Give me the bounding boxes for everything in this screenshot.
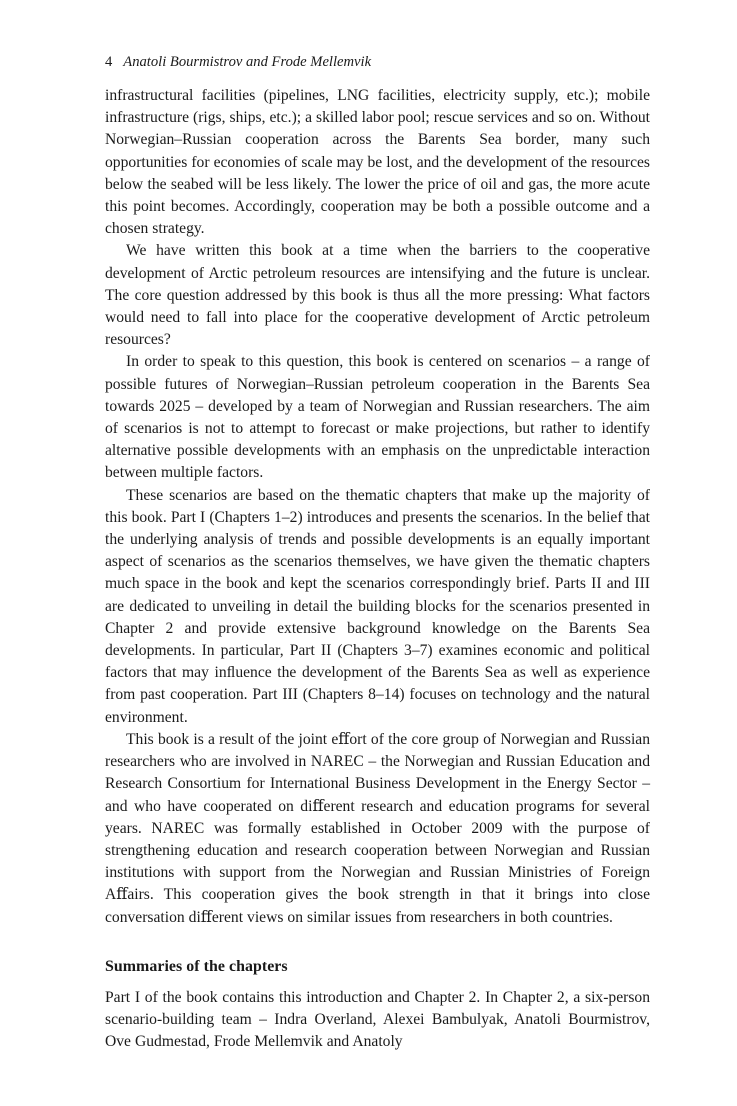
body-paragraph-3: In order to speak to this question, this book is centered on scenarios – a range of possible futures of Norwegian–Russian petroleum cooperation in the Barents Sea towards 2025 – developed by a team of Norwegian and Russian researchers. The aim of scenarios is not to attempt to forecast or make projections, but rather to identify alternative possible developments with an emphasis on the unpredictable interaction between multiple factors. — [105, 353, 650, 482]
body-paragraph-4: These scenarios are based on the thematic chapters that make up the majority of this book. Part I (Chapters 1–2) introduces and presents the scenarios. In the belief that the underlying analysis of trends and possible developments is an equally important aspect of scenarios as the scenarios themselves, we have given the thematic chapters much space in the book and kept the scenarios correspondingly brief. Parts II and III are dedicated to unveiling in detail the building blocks for the scenarios presented in Chapter 2 and provide extensive background knowledge on the Barents Sea developments. In particular, Part II (Chapters 3–7) examines economic and political factors that may inﬂuence the development of the Barents Sea as well as experience from past cooperation. Part III (Chapters 8–14) focuses on technology and the natural environment. — [105, 486, 650, 726]
text-column — [105, 85, 650, 1054]
body-paragraph-5: This book is a result of the joint eﬀort of the core group of Norwegian and Russian researchers who are involved in NAREC – the Norwegian and Russian Education and Research Consortium for International Business Development in the Energy Sector – and who have cooperated on diﬀerent research and education programs for several years. NAREC was formally established in October 2009 with the purpose of strengthening education and research cooperation between Norwegian and Russian institutions with support from the Norwegian and Russian Ministries of Foreign Aﬀairs. This cooperation gives the book strength in that it brings into close conversation diﬀerent views on similar issues from researchers in both countries. — [105, 730, 650, 926]
section-paragraph-1: Part I of the book contains this introduction and Chapter 2. In Chapter 2, a six-person scenario-building team – Indra Overland, Alexei Bambulyak, Anatoli Bourmistrov, Ove Gudmestad, Frode Mellemvik and Anatoly — [105, 988, 650, 1051]
body-paragraph-2: We have written this book at a time when the barriers to the cooperative development of Arctic petroleum resources are intensifying and the future is unclear. The core question addressed by this book is thus all the more pressing: What factors would need to fall into place for the cooperative development of Arctic petroleum resources? — [105, 242, 650, 349]
running-head — [105, 52, 650, 72]
section-heading-summaries: Summaries of the chapters — [105, 957, 288, 975]
page-folio-number: 4 — [105, 54, 113, 70]
body-paragraph-1: infrastructural facilities (pipelines, LNG facilities, electricity supply, etc.); mobile infrastructure (rigs, ships, etc.); a skilled labor pool; rescue services and so on. Without Norwegian–Russian cooperation across the Barents Sea border, many such opportunities for economies of scale may be lost, and the development of the resources below the seabed will be less likely. The lower the price of oil and gas, the more acute this point becomes. Accordingly, cooperation may be both a possible outcome and a chosen strategy. — [105, 87, 650, 238]
running-head-title: Anatoli Bourmistrov and Frode Mellemvik — [123, 54, 372, 70]
